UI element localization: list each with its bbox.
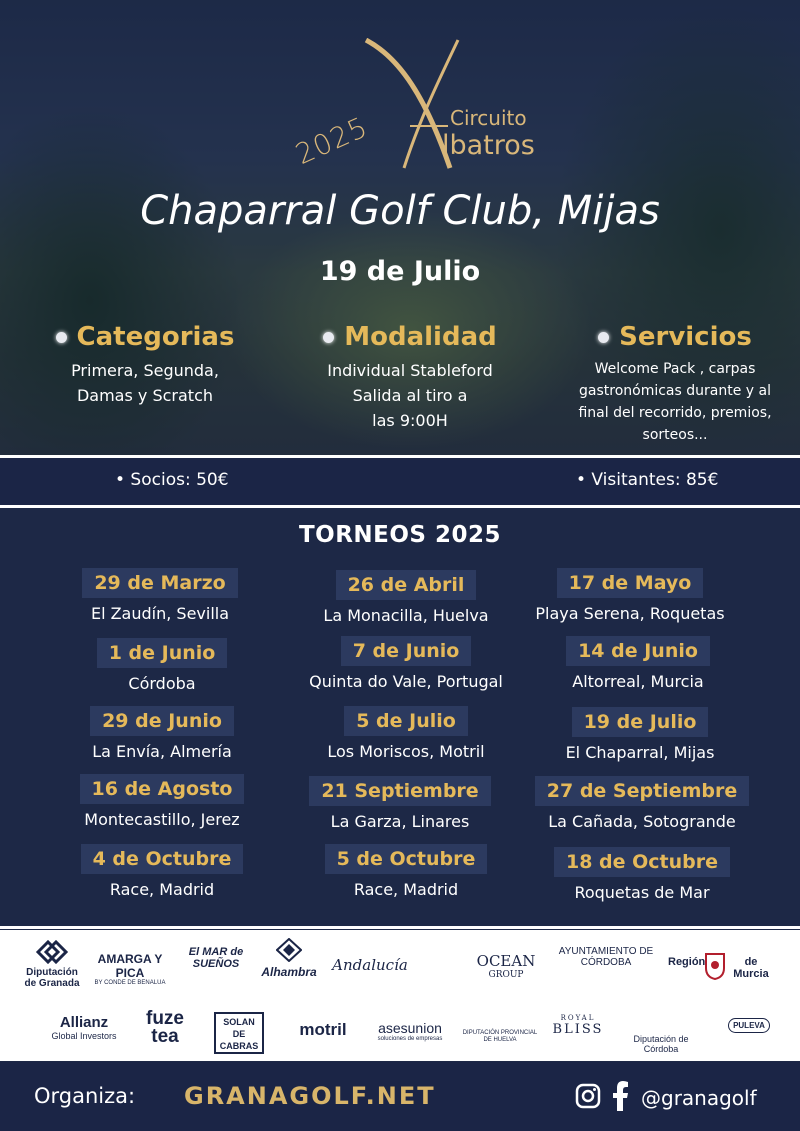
hero-background xyxy=(0,0,800,455)
organiza-label: Organiza: xyxy=(34,1084,136,1108)
bullet-icon xyxy=(598,332,609,343)
sponsor-text: asesunion xyxy=(378,1020,442,1036)
footer xyxy=(0,1062,800,1131)
divider xyxy=(0,926,800,929)
info-line: Individual Stableford xyxy=(327,361,493,380)
sponsor-asesunion xyxy=(372,1020,448,1042)
tournament-place: Race, Madrid xyxy=(353,880,459,899)
info-modalidad xyxy=(300,322,520,433)
info-title: Categorias xyxy=(76,322,235,352)
tournament-place: Roquetas de Mar xyxy=(574,883,710,902)
tournament-item xyxy=(276,570,536,625)
tournament-place: La Monacilla, Huelva xyxy=(323,606,489,625)
info-line: gastronómicas durante y al xyxy=(579,383,771,399)
tournament-place: El Chaparral, Mijas xyxy=(565,743,715,762)
sponsor-amarga xyxy=(88,952,172,986)
tournament-date: 4 de Octubre xyxy=(81,844,244,874)
sponsor-text: ROYAL xyxy=(560,1014,596,1022)
divider xyxy=(0,505,800,508)
tournament-item xyxy=(500,568,760,623)
sponsor-subtext: BY CONDE DE BENALUA xyxy=(94,980,166,986)
sponsor-ocean-group xyxy=(466,952,546,980)
circuito-albatros-logo xyxy=(290,38,540,178)
venue-title: Chaparral Golf Club, Mijas xyxy=(140,188,660,234)
sponsor-diputacion-huelva: DIPUTACIÓN PROVINCIAL DE HUELVA xyxy=(462,1030,538,1043)
tournament-place: Race, Madrid xyxy=(109,880,215,899)
info-line: las 9:00H xyxy=(372,411,448,430)
social-handle[interactable]: @granagolf xyxy=(641,1086,757,1110)
info-line: Damas y Scratch xyxy=(76,386,214,405)
sponsor-text: Alhambra xyxy=(261,965,317,979)
tournament-date: 5 de Octubre xyxy=(325,844,488,874)
tournament-place: Altorreal, Murcia xyxy=(572,672,704,691)
tournament-date: 18 de Octubre xyxy=(554,847,730,877)
logo-albatros: lbatros xyxy=(442,130,535,161)
sponsor-puleva: PULEVA xyxy=(728,1018,770,1033)
tournament-item xyxy=(508,636,768,691)
sponsor-text: AMARGA Y PICA xyxy=(97,952,163,980)
price-visitantes: • Visitantes: 85€ xyxy=(576,470,719,490)
tournament-place: La Cañada, Sotogrande xyxy=(548,812,736,831)
tournament-date: 29 de Junio xyxy=(90,706,234,736)
sponsor-diputacion-cordoba: Diputación de Córdoba xyxy=(633,1034,689,1054)
facebook-icon[interactable] xyxy=(613,1081,629,1115)
tournament-place: La Garza, Linares xyxy=(330,812,470,831)
tournament-item xyxy=(32,774,292,829)
sponsor-text: Allianz xyxy=(59,1014,109,1031)
event-date: 19 de Julio xyxy=(319,256,481,287)
info-line: final del recorrido, premios, xyxy=(578,405,772,421)
tournament-place: Quinta do Vale, Portugal xyxy=(309,672,503,691)
sponsor-text: OCEAN xyxy=(476,952,536,970)
tournament-date: 19 de Julio xyxy=(572,707,709,737)
tournament-item xyxy=(32,844,292,899)
prices-bar xyxy=(0,458,800,505)
tournament-date: 27 de Septiembre xyxy=(535,776,749,806)
tournament-date: 16 de Agosto xyxy=(80,774,245,804)
tournament-item xyxy=(510,707,770,762)
tournament-item xyxy=(270,776,530,831)
tournament-item xyxy=(32,706,292,761)
tournament-item xyxy=(512,776,772,831)
murcia-shield-icon xyxy=(704,950,726,985)
alhambra-emblem-icon xyxy=(276,938,302,962)
logo-year: 2025 xyxy=(290,110,373,171)
tournament-place: Los Moriscos, Motril xyxy=(327,742,485,761)
tournament-date: 17 de Mayo xyxy=(557,568,704,598)
sponsor-murcia: de Murcia xyxy=(733,956,769,980)
info-line: Primera, Segunda, xyxy=(71,361,219,380)
sponsor-region: Región xyxy=(668,956,706,968)
tournament-date: 21 Septiembre xyxy=(309,776,490,806)
sponsor-alhambra xyxy=(256,938,322,979)
sponsor-text: Diputación de Granada xyxy=(24,967,80,989)
sponsors-panel xyxy=(0,930,800,1058)
tournament-date: 7 de Junio xyxy=(341,636,472,666)
tournament-item xyxy=(512,847,772,902)
info-categorias xyxy=(40,322,250,408)
granagolf-link[interactable]: GRANAGOLF.NET xyxy=(184,1082,436,1110)
info-line: Welcome Pack , carpas xyxy=(594,361,756,377)
tournament-place: Montecastillo, Jerez xyxy=(84,810,240,829)
bullet-icon xyxy=(56,332,67,343)
info-line: Salida al tiro a xyxy=(352,386,468,405)
tournament-item xyxy=(276,636,536,691)
tournament-date: 14 de Junio xyxy=(566,636,710,666)
sponsor-mar-de-suenos: El MAR de SUEÑOS xyxy=(188,946,244,970)
tournament-item xyxy=(30,568,290,623)
sponsor-allianz xyxy=(44,1014,124,1041)
bullet-icon xyxy=(323,332,334,343)
social-links xyxy=(575,1081,757,1115)
info-title: Modalidad xyxy=(344,322,497,352)
instagram-icon[interactable] xyxy=(575,1083,601,1113)
sponsor-diputacion-granada xyxy=(24,940,80,989)
sponsor-solan-de-cabras: SOLAN DE CABRAS xyxy=(214,1012,264,1054)
sponsor-subtext: Global Investors xyxy=(51,1031,117,1041)
divider xyxy=(0,1058,800,1061)
tournament-date: 29 de Marzo xyxy=(82,568,237,598)
tournament-place: Playa Serena, Roquetas xyxy=(535,604,725,623)
sponsor-subtext: soluciones de empresas xyxy=(377,1036,443,1042)
diputacion-granada-logo-icon xyxy=(34,940,70,964)
price-socios: • Socios: 50€ xyxy=(115,470,229,490)
info-servicios xyxy=(560,322,790,446)
tournament-place: La Envía, Almería xyxy=(92,742,232,761)
sponsor-andalucia: Andalucía xyxy=(332,956,408,974)
tournament-date: 26 de Abril xyxy=(336,570,477,600)
tournament-item xyxy=(276,844,536,899)
tournament-place: El Zaudín, Sevilla xyxy=(90,604,230,623)
tournament-date: 1 de Junio xyxy=(97,638,228,668)
sponsor-fuze-tea: fuze tea xyxy=(146,1008,184,1047)
tournament-place: Córdoba xyxy=(128,674,196,693)
tournament-date: 5 de Julio xyxy=(344,706,468,736)
torneos-title: TORNEOS 2025 xyxy=(298,522,502,548)
tournament-item xyxy=(32,638,292,693)
info-line: sorteos... xyxy=(642,427,708,443)
sponsor-text: BLISS xyxy=(552,1022,604,1037)
sponsor-motril: motril xyxy=(299,1020,347,1039)
logo-circuito: Circuito xyxy=(450,106,527,130)
sponsor-ayuntamiento-cordoba: AYUNTAMIENTO DE CÓRDOBA xyxy=(558,946,654,968)
sponsor-royal-bliss xyxy=(550,1014,606,1037)
info-title: Servicios xyxy=(619,322,752,352)
tournament-item xyxy=(276,706,536,761)
sponsor-subtext: GROUP xyxy=(488,970,524,980)
